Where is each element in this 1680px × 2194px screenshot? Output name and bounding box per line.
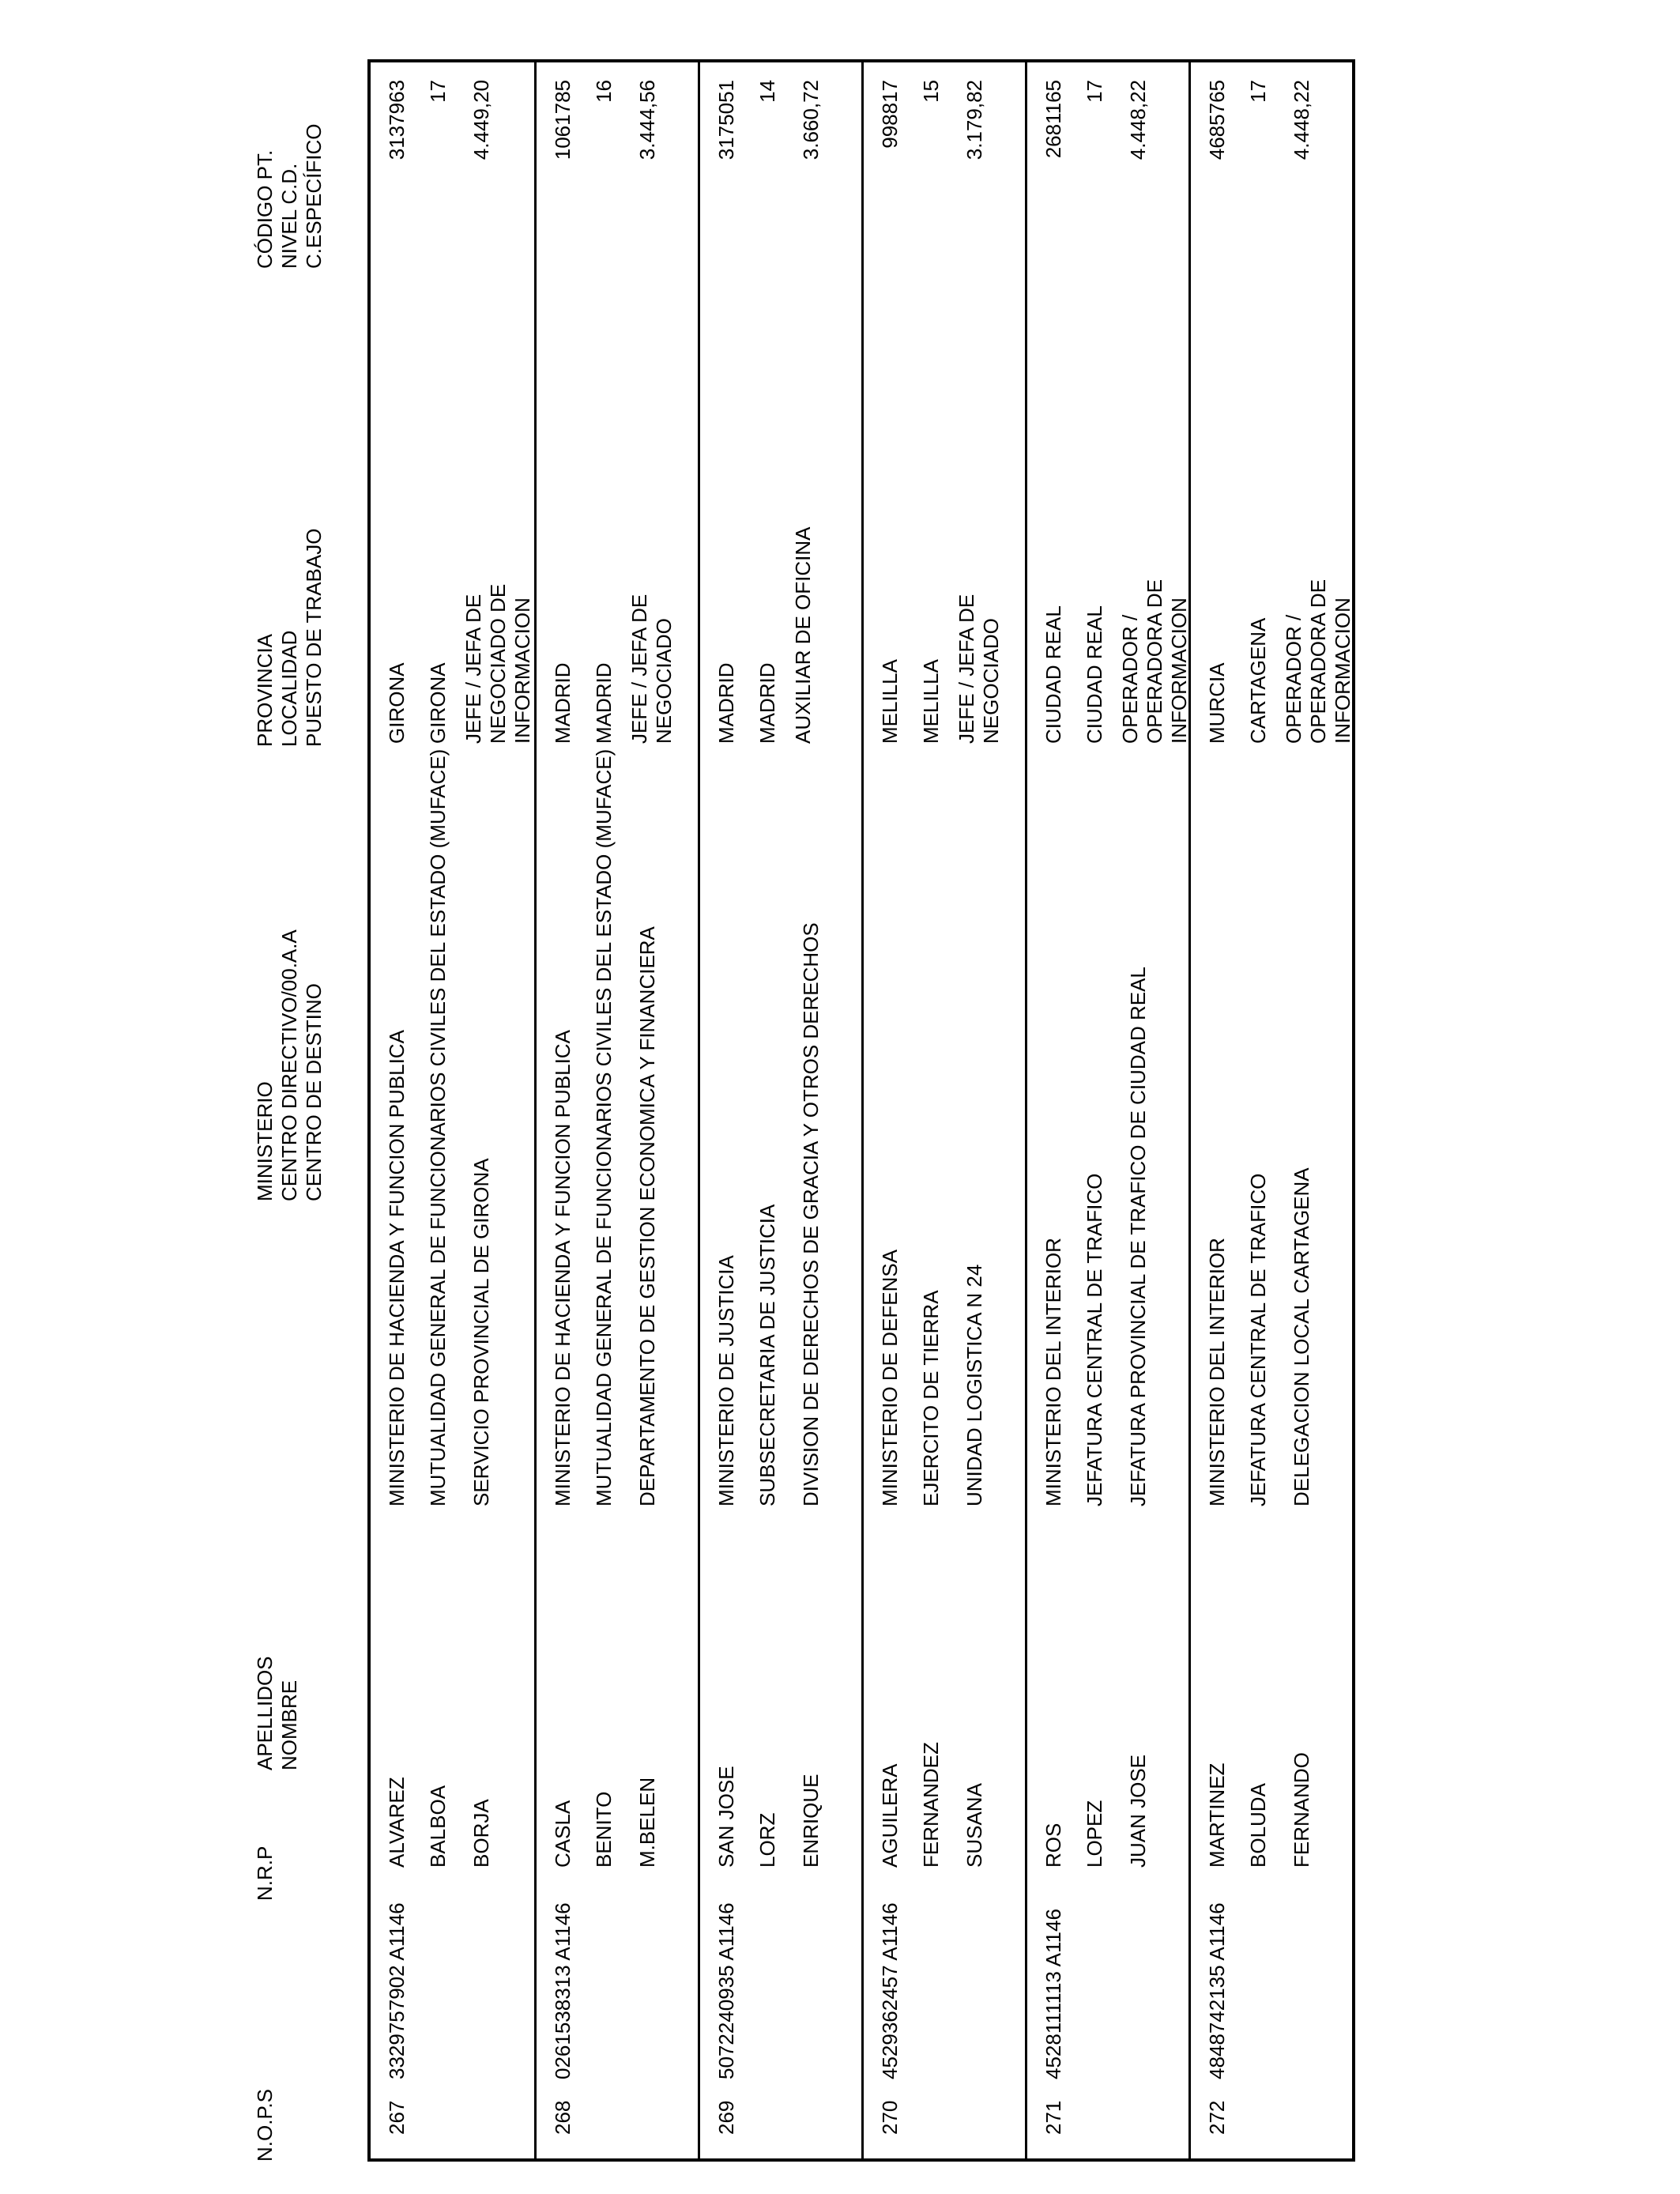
header-nops: N.O.P.S (253, 2088, 277, 2162)
record-centro-directivo: MUTUALIDAD GENERAL DE FUNCIONARIOS CIVILES DEL ESTADO (MUFACE) (592, 748, 616, 1506)
record-nivel: 17 (1246, 80, 1270, 103)
header-apellidos-nombre: APELLIDOS NOMBRE (253, 1656, 301, 1770)
record-localidad: MADRID (755, 662, 779, 744)
record-apellido2: BOLUDA (1246, 1783, 1270, 1868)
record-nombre: JUAN JOSE (1126, 1754, 1150, 1868)
record-localidad: CARTAGENA (1246, 617, 1270, 744)
header-nrp: N.R.P (253, 1845, 277, 1901)
record-centro-directivo: SUBSECRETARIA DE JUSTICIA (755, 1204, 779, 1506)
record-nombre: ENRIQUE (799, 1774, 823, 1868)
record-provincia: MURCIA (1205, 662, 1229, 744)
record-centro-directivo: MUTUALIDAD GENERAL DE FUNCIONARIOS CIVILES DEL ESTADO (MUFACE) (426, 748, 450, 1506)
record-nrp: 3329757902 A1146 (385, 1902, 409, 2079)
record-centro-directivo: JEFATURA CENTRAL DE TRAFICO (1246, 1173, 1270, 1506)
record-localidad: MELILLA (919, 659, 943, 744)
record-apellido2: LOPEZ (1083, 1800, 1106, 1868)
record-centro-destino: UNIDAD LOGISTICA N 24 (962, 1264, 986, 1506)
record-ministerio: MINISTERIO DE HACIENDA Y FUNCION PUBLICA (551, 1030, 574, 1506)
record-row (861, 62, 1025, 2158)
record-localidad: GIRONA (426, 662, 450, 744)
record-nombre: BORJA (469, 1799, 493, 1868)
record-nivel: 15 (919, 80, 943, 103)
record-apellido1: ALVAREZ (385, 1777, 409, 1868)
record-puesto: AUXILIAR DE OFICINA (791, 526, 815, 744)
record-ministerio: MINISTERIO DE JUSTICIA (714, 1255, 738, 1506)
record-puesto: OPERADOR / OPERADORA DE INFORMACION (1282, 579, 1354, 744)
header-provincia-puesto: PROVINCIA LOCALIDAD PUESTO DE TRABAJO (253, 528, 326, 747)
record-row (1025, 62, 1191, 2158)
record-apellido1: AGUILERA (878, 1763, 902, 1868)
record-especifico: 4.448,22 (1126, 80, 1150, 160)
record-provincia: CIUDAD REAL (1042, 605, 1065, 744)
record-ministerio: MINISTERIO DE HACIENDA Y FUNCION PUBLICA (385, 1030, 409, 1506)
record-nrp: 0261538313 A1146 (551, 1902, 574, 2079)
record-nrp: 4529362457 A1146 (878, 1902, 902, 2079)
record-especifico: 3.179,82 (962, 80, 986, 160)
record-codigo: 3137963 (385, 80, 409, 160)
rotated-document-page (253, 59, 1399, 2162)
record-codigo: 998817 (878, 80, 902, 149)
record-apellido2: FERNANDEZ (919, 1742, 943, 1868)
record-provincia: MADRID (714, 662, 738, 744)
record-nivel: 17 (426, 80, 450, 103)
record-provincia: MELILLA (878, 659, 902, 744)
record-row (534, 62, 698, 2158)
record-apellido1: ROS (1042, 1823, 1065, 1868)
record-centro-directivo: EJERCITO DE TIERRA (919, 1290, 943, 1506)
record-provincia: GIRONA (385, 662, 409, 744)
record-centro-directivo: JEFATURA CENTRAL DE TRAFICO (1083, 1173, 1106, 1506)
record-especifico: 3.660,72 (799, 80, 823, 160)
record-nivel: 14 (755, 80, 779, 103)
record-nops: 268 (551, 2100, 574, 2135)
record-puesto: JEFE / JEFA DE NEGOCIADO (955, 594, 1003, 744)
record-provincia: MADRID (551, 662, 574, 744)
record-nombre: FERNANDO (1290, 1752, 1313, 1868)
record-centro-destino: SERVICIO PROVINCIAL DE GIRONA (469, 1158, 493, 1506)
header-ministerio-centro: MINISTERIO CENTRO DIRECTIVO/00.A.A CENTRO DE DESTINO (253, 929, 326, 1201)
record-row (1188, 62, 1352, 2158)
column-headers (253, 59, 356, 2162)
record-apellido1: CASLA (551, 1800, 574, 1868)
record-ministerio: MINISTERIO DEL INTERIOR (1042, 1238, 1065, 1506)
record-puesto: OPERADOR / OPERADORA DE INFORMACION (1118, 579, 1191, 744)
record-nombre: M.BELEN (635, 1777, 659, 1868)
record-especifico: 4.449,20 (469, 80, 493, 160)
record-ministerio: MINISTERIO DE DEFENSA (878, 1249, 902, 1506)
record-localidad: CIUDAD REAL (1083, 605, 1106, 744)
record-row (371, 62, 534, 2158)
record-localidad: MADRID (592, 662, 616, 744)
record-nops: 267 (385, 2100, 409, 2135)
record-puesto: JEFE / JEFA DE NEGOCIADO (627, 594, 676, 744)
record-apellido1: MARTINEZ (1205, 1762, 1229, 1868)
record-centro-destino: JEFATURA PROVINCIAL DE TRAFICO DE CIUDAD REAL (1126, 967, 1150, 1506)
record-apellido1: SAN JOSE (714, 1766, 738, 1868)
record-especifico: 3.444,56 (635, 80, 659, 160)
record-nops: 272 (1205, 2100, 1229, 2135)
record-apellido2: BENITO (592, 1791, 616, 1868)
record-apellido2: BALBOA (426, 1785, 450, 1868)
record-codigo: 3175051 (714, 80, 738, 160)
record-nivel: 16 (592, 80, 616, 103)
record-codigo: 2681165 (1042, 80, 1065, 159)
record-codigo: 4685765 (1205, 80, 1229, 160)
record-codigo: 1061785 (551, 80, 574, 160)
record-apellido2: LORZ (755, 1812, 779, 1868)
record-nombre: SUSANA (962, 1783, 986, 1868)
record-nops: 271 (1042, 2100, 1065, 2135)
record-centro-destino: DELEGACION LOCAL CARTAGENA (1290, 1167, 1313, 1506)
records-table (367, 59, 1355, 2162)
record-nrp: 5072240935 A1146 (714, 1902, 738, 2079)
record-nrp: 4528111113 A1146 (1042, 1909, 1065, 2079)
header-codigo-nivel: CÓDIGO PT. NIVEL C.D. C.ESPECÍFICO (253, 123, 326, 269)
record-ministerio: MINISTERIO DEL INTERIOR (1205, 1238, 1229, 1506)
record-nrp: 4848742135 A1146 (1205, 1902, 1229, 2079)
record-puesto: JEFE / JEFA DE NEGOCIADO DE INFORMACION (461, 583, 534, 744)
record-nivel: 17 (1083, 80, 1106, 103)
record-row (698, 62, 861, 2158)
record-centro-destino: DEPARTAMENTO DE GESTION ECONOMICA Y FINANCIERA (635, 926, 659, 1506)
record-centro-destino: DIVISION DE DERECHOS DE GRACIA Y OTROS DERECHOS (799, 922, 823, 1506)
record-nops: 269 (714, 2100, 738, 2135)
record-nops: 270 (878, 2100, 902, 2135)
record-especifico: 4.448,22 (1290, 80, 1313, 160)
